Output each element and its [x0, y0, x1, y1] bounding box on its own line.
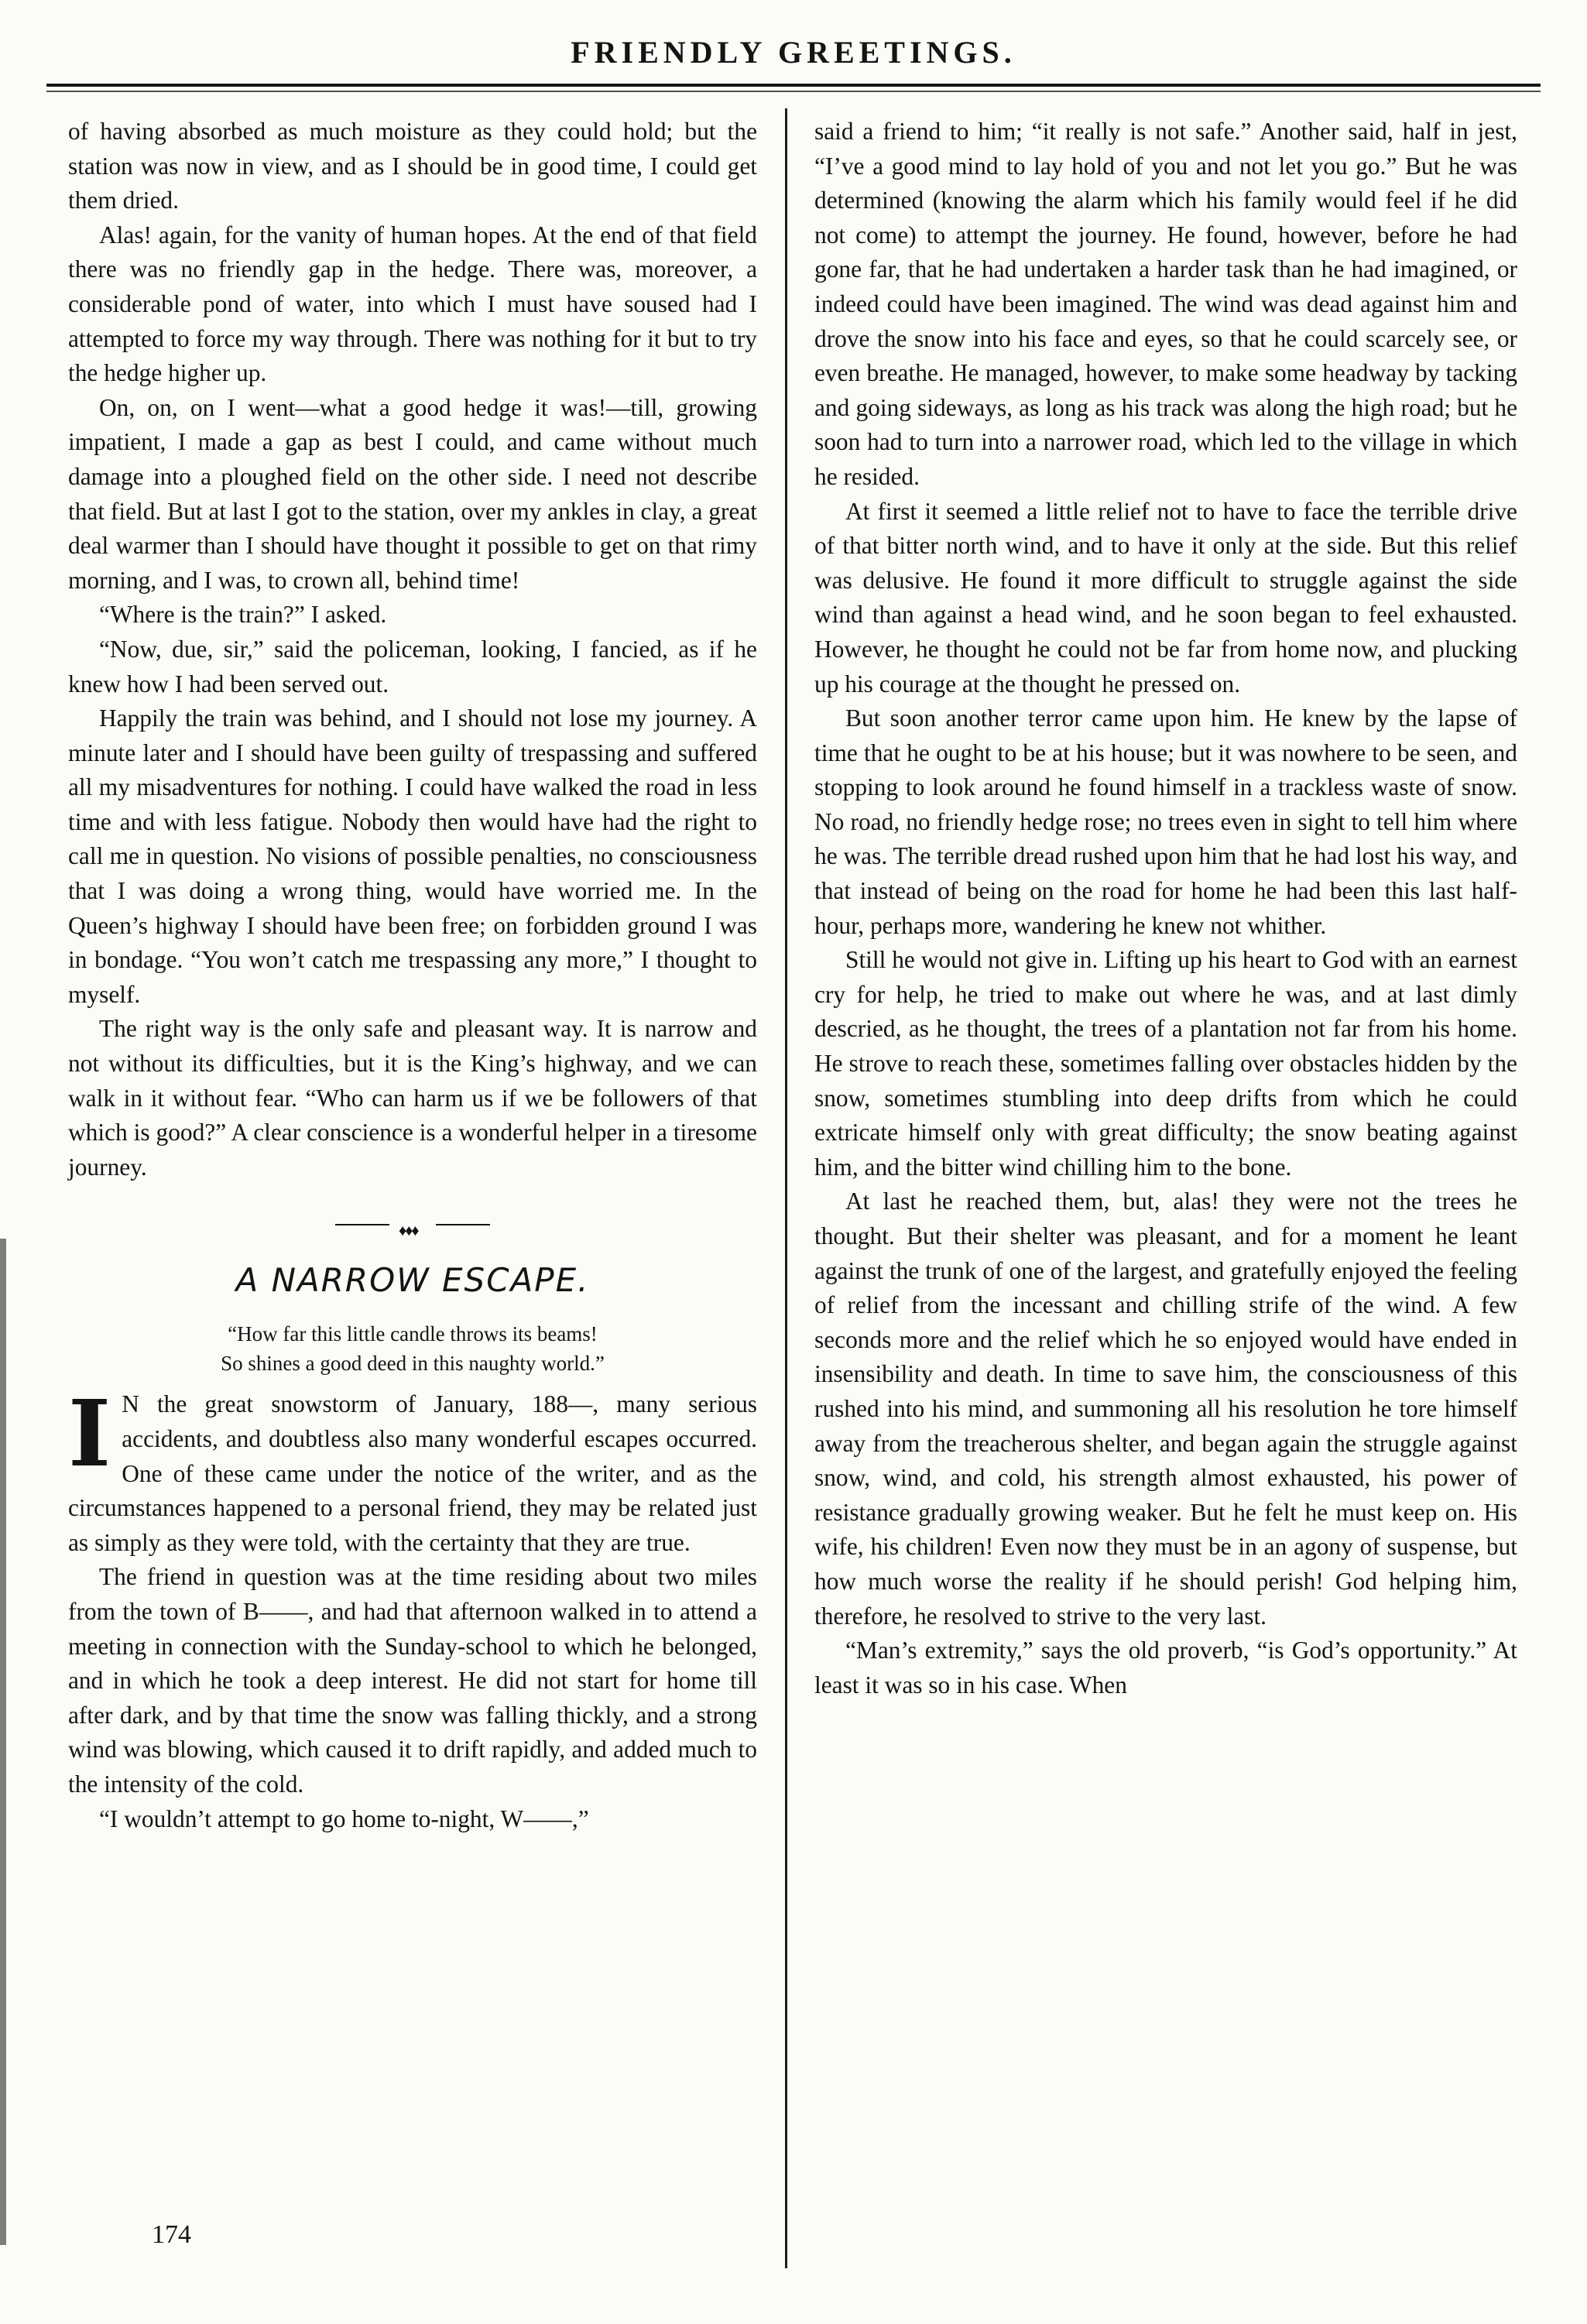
column-divider: [785, 108, 787, 2268]
paragraph: Happily the train was behind, and I should not lose my journey. A minute later and I should have been guilty of trespassing and suffered all my misadventures for nothing. I could have walked the road in less time and with less fatigue. Nobody then would have had the right to call me in question. No visions of possible penalties, no consciousness that I was doing a wrong thing, would have worried me. In the Queen’s highway I should have been free; on forbidden ground I was in bondage. “You won’t catch me trespassing any more,” I thought to myself.: [68, 704, 757, 1008]
header-rule: [46, 84, 1541, 87]
ornament-diamonds: ♦♦♦: [399, 1222, 418, 1240]
paragraph: At first it seemed a little relief not to have to face the terrible drive of that bitter north wind, and to have it only at the side. But this relief was delusive. He found it more difficult to struggle against the side wind than against a head wind, and he soon began to feel exhausted. However, he thought he could not be far from home now, and plucking up his courage at the thought he pressed on.: [814, 497, 1517, 698]
paragraph: “Man’s extremity,” says the old proverb, “is God’s opportunity.” At least it was so in his case. When: [814, 1637, 1517, 1698]
opening-paragraph-text: N the great snowstorm of January, 188—, many serious accidents, and doubtless also many wonderful escapes occurred. One of these came under the notice of the writer, and as the circumstances happened to a personal friend, they may be related just as simply as they were told, with the certainty that they are true.: [68, 1390, 757, 1556]
section-ornament: [335, 1219, 490, 1240]
drop-cap: I: [68, 1380, 111, 1488]
paragraph: Alas! again, for the vanity of human hopes. At the end of that field there was no friendly gap in the hedge. There was, moreover, a considerable pond of water, into which I must have soused had I attempted to force my way through. There was nothing for it but to try the hedge higher up.: [68, 221, 757, 387]
opening-paragraph: [68, 1380, 757, 1560]
epigraph-line: So shines a good deed in this naughty world.”: [221, 1352, 605, 1376]
epigraph-line: “How far this little candle throws its beams!: [228, 1322, 598, 1346]
paragraph: At last he reached them, but, alas! they were not the trees he thought. But their shelter was pleasant, and for a moment he leant against the trunk of one of the largest, and gratefully enjoyed the feeling of relief from the incessant and chilling strife of the wind. A few seconds more and the relief which he so enjoyed would have ended in insensibility and death. In time to save him, the consciousness of this rushed into his mind, and summoning all his resolution he tore himself away from the treacherous shelter, and began again the struggle against snow, wind, and cold, his strength almost exhausted, his power of resistance gradually growing weaker. But he felt he must keep on. His wife, his children! Even now they must be in an agony of suspense, but how much worse the reality if he should perish! God helping him, therefore, he resolved to strive to the very last.: [814, 1188, 1517, 1630]
article-title: A NARROW ESCAPE.: [235, 1261, 590, 1300]
paragraph: “Now, due, sir,” said the policeman, looking, I fancied, as if he knew how I had been served out.: [68, 635, 757, 698]
paragraph: “I wouldn’t attempt to go home to-night, W——,”: [99, 1805, 589, 1832]
paragraph: Still he would not give in. Lifting up his heart to God with an earnest cry for help, he tried to make out where he was, and at last dimly descried, as he thought, the trees of a plantation not far from his home. He strove to reach these, sometimes falling over obstacles hidden by the snow, sometimes stumbling into deep drifts from which he could extricate himself only with great difficulty; the snow beating against him, and the bitter wind chilling him to the bone.: [814, 946, 1517, 1181]
epigraph: [68, 1319, 757, 1378]
paragraph: The friend in question was at the time residing about two miles from the town of B——, and had that afternoon walked in to attend a meeting in connection with the Sunday-school to which he belonged, and in which he took a deep interest. He did not start for home till after dark, and by that time the snow was falling thickly, and a strong wind was blowing, which caused it to drift rapidly, and added much to the intensity of the cold.: [68, 1563, 757, 1798]
right-column: [814, 115, 1517, 1702]
paragraph: “Where is the train?” I asked.: [99, 601, 387, 629]
paragraph: But soon another terror came upon him. He knew by the lapse of time that he ought to be at his house; but it was nowhere to be seen, and stopping to look around he found himself in a trackless waste of snow. No road, no friendly hedge rose; no trees even in sight to tell him where he was. The terrible dread rushed upon him that he had lost his way, and that instead of being on the road for home he had been this last half-hour, perhaps more, wandering he knew not whither.: [814, 704, 1517, 939]
paragraph: The right way is the only safe and pleasant way. It is narrow and not without its difficulties, but it is the King’s highway, and we can walk in it without fear. “Who can harm us if we be followers of that which is good?” A clear conscience is a wonderful helper in a tiresome journey.: [68, 1015, 757, 1181]
header-rule-thin: [46, 91, 1541, 92]
page-number: 174: [152, 2220, 191, 2249]
running-header: FRIENDLY GREETINGS.: [571, 35, 1016, 70]
paragraph: of having absorbed as much moisture as they could hold; but the station was now in view, and as I should be in good time, I could get them dried.: [68, 118, 757, 214]
binding-edge: [0, 1239, 6, 2245]
paragraph: said a friend to him; “it really is not safe.” Another said, half in jest, “I’ve a good mind to lay hold of you and not let you go.” But he was determined (knowing the alarm which his family would feel if he did not come) to attempt the journey. He found, however, before he had gone far, that he had undertaken a harder task than he had imagined, or indeed could have been imagined. The wind was dead against him and drove the snow into his face and eyes, so that he could scarcely see, or even breathe. He managed, however, to make some headway by tacking and going sideways, as long as his track was along the high road; but he soon had to turn into a narrower road, which led to the village in which he resided.: [814, 118, 1517, 490]
paragraph: On, on, on I went—what a good hedge it was!—till, growing impatient, I made a gap as best I could, and came without much damage into a ploughed field on the other side. I need not describe that field. But at last I got to the station, over my ankles in clay, a great deal warmer than I should have thought it possible to get on that rimy morning, and I was, to crown all, behind time!: [68, 393, 757, 594]
left-column: [68, 115, 757, 1836]
